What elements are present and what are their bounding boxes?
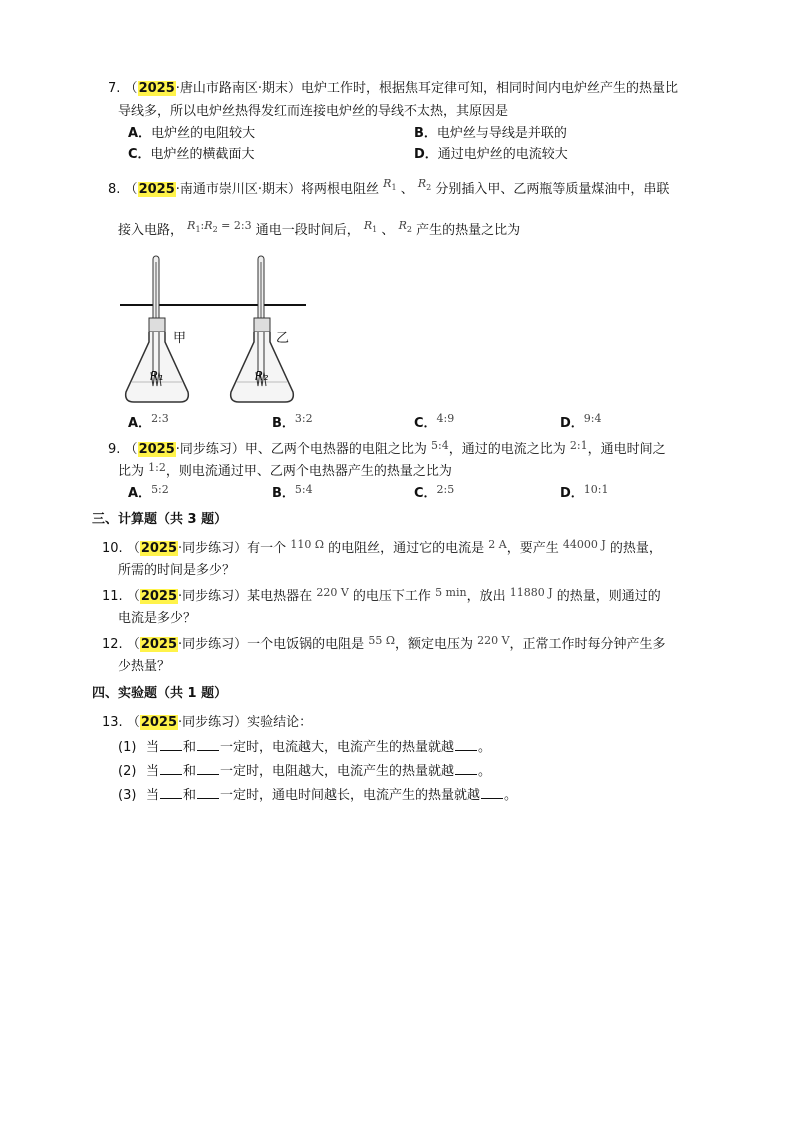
q13-line1: 13. （2025·同步练习）实验结论： [102,715,313,730]
q8-option-c[interactable]: C．$^{4:9}$ [414,412,455,431]
q8-source-year: 2025 [138,182,175,197]
q13-item-2: (2) 当 和 一定时，电阻越大，电流产生的热量就越 。 [118,761,491,782]
q12-number: 12. [102,637,123,652]
q8-r1-symbol: R1 [383,177,397,193]
fill-blank[interactable] [455,737,477,751]
q10-line2: 所需的时间是多少？ [118,563,236,578]
q9-ratio-r: 5:4 [431,439,449,452]
q7-source-year: 2025 [138,81,175,96]
q8-ratio-formula: R1:R2 = 2:3 [187,219,252,235]
q7-source: ·唐山市路南区·期末） [175,81,302,96]
q11-number: 11. [102,589,123,604]
q8-stem-2b: 通电一段时间后， [255,223,360,238]
q13-item-1: (1) 当 和 一定时，电流越大，电流产生的热量就越 。 [118,737,491,758]
q7-stem-1: 电炉工作时，根据焦耳定律可知，相同时间内电炉丝产生的热量比 [301,81,679,96]
q9-source-year: 2025 [138,442,175,457]
section-4-heading: 四、实验题（共 1 题） [92,686,228,701]
q9-option-b[interactable]: B．$^{5:4}$ [272,483,313,501]
q8-option-b[interactable]: B．$^{3:2}$ [272,412,313,431]
fill-blank[interactable] [455,761,477,775]
q8-r2-symbol: R2 [417,177,432,193]
q12-line1: 12. （2025·同步练习）一个电饭锅的电阻是 $^{55 \Omega}$，额定电压为 $^{220 V}$，正常工作时每分钟产生多 [102,634,666,652]
q8-line1: 8. （2025·南通市崇川区·期末）将两根电阻丝 $^{R_1}$ 、 $^{R_2}$ 分别插入甲、乙两瓶等质量煤油中，串联 [108,177,670,197]
fill-blank[interactable] [160,785,182,799]
q7-stem-2: 导线多，所以电炉丝热得发红而连接电炉丝的导线不太热，其原因是 [118,104,509,119]
stopper-right [254,318,270,332]
q8-stem-1b: 分别插入甲、乙两瓶等质量煤油中，串联 [435,182,670,197]
fill-blank[interactable] [197,737,219,751]
q10-line1: 10. （2025·同步练习）有一个 $^{110 \Omega}$ 的电阻丝，通过它的电流是 $^{2 A}$，要产生 $^{44000 J}$ 的热量， [102,538,662,556]
q12-line2: 少热量？ [118,659,171,674]
fill-blank[interactable] [197,761,219,775]
fill-blank[interactable] [197,785,219,799]
q8-option-d[interactable]: D．$^{9:4}$ [560,412,602,431]
q8-stem-2c: 产生的热量之比为 [416,223,521,238]
q8-figure-r1: R₁ [150,369,164,383]
q9-line2: 比为 $^{1:2}$，则电流通过甲、乙两个电热器产生的热量之比为 [118,461,452,479]
q9-ratio-t: 1:2 [148,461,166,474]
fill-blank[interactable] [481,785,503,799]
q8-r2-symbol-2: R2 [398,219,412,235]
q9-option-a[interactable]: A．$^{5:2}$ [128,483,169,501]
q7-line2 [118,102,508,122]
q7-number: 7. [108,81,121,96]
q9-option-c[interactable]: C．$^{2:5}$ [414,483,455,501]
q9-ratio-i: 2:1 [569,439,588,452]
q9-source: ·同步练习） [175,442,245,457]
q13-item-3: (3) 当 和 一定时，通电时间越长，电流产生的热量就越 。 [118,785,517,806]
fill-blank[interactable] [160,737,182,751]
q8-figure-label-right: 乙 [276,331,290,346]
q9-option-d[interactable]: D．$^{10:1}$ [560,483,609,501]
fill-blank[interactable] [160,761,182,775]
q8-stem-2a: 接入电路， [118,223,184,238]
q8-option-a[interactable]: A．$^{2:3}$ [128,412,169,431]
q8-figure-label-left: 甲 [173,331,187,346]
q11-line1: 11. （2025·同步练习）某电热器在 $^{220 V}$ 的电压下工作 $^{5 min}$，放出 $^{11880 J}$ 的热量，则通过的 [102,586,661,604]
q13-number: 13. [102,715,123,730]
q7-option-b[interactable]: B．电炉丝与导线是并联的 [414,126,567,141]
section-3-heading: 三、计算题（共 3 题） [92,512,228,527]
q8-stem-1a: 将两根电阻丝 [301,182,380,197]
q7-option-c[interactable]: C．电炉丝的横截面大 [128,147,255,162]
q8-r1-symbol-2: R1 [363,219,378,235]
q8-source: ·南通市崇川区·期末） [175,182,302,197]
q8-number: 8. [108,182,121,197]
q9-line1: 9. （2025·同步练习）甲、乙两个电热器的电阻之比为 $^{5:4}$，通过的电流之比为 $^{2:1}$，通电时间之 [108,439,666,457]
stopper-left [149,318,165,332]
q9-number: 9. [108,442,121,457]
q11-line2: 电流是多少？ [118,611,197,626]
q7-option-d[interactable]: D．通过电炉丝的电流较大 [414,147,568,162]
q7-option-a[interactable]: A．电炉丝的电阻较大 [128,126,256,141]
q8-figure-r2: R₂ [255,369,269,383]
q8-line2: 接入电路， $^{R_1:R_2 = 2:3}$ 通电一段时间后， $^{R_1}$ 、 $^{R_2}$ 产生的热量之比为 [118,219,521,238]
q8-sep: 、 [400,182,414,197]
q10-number: 10. [102,541,123,556]
q7-line1: 7. （2025·唐山市路南区·期末）电炉工作时，根据焦耳定律可知，相同时间内电炉丝产生的热量比 [108,81,679,96]
